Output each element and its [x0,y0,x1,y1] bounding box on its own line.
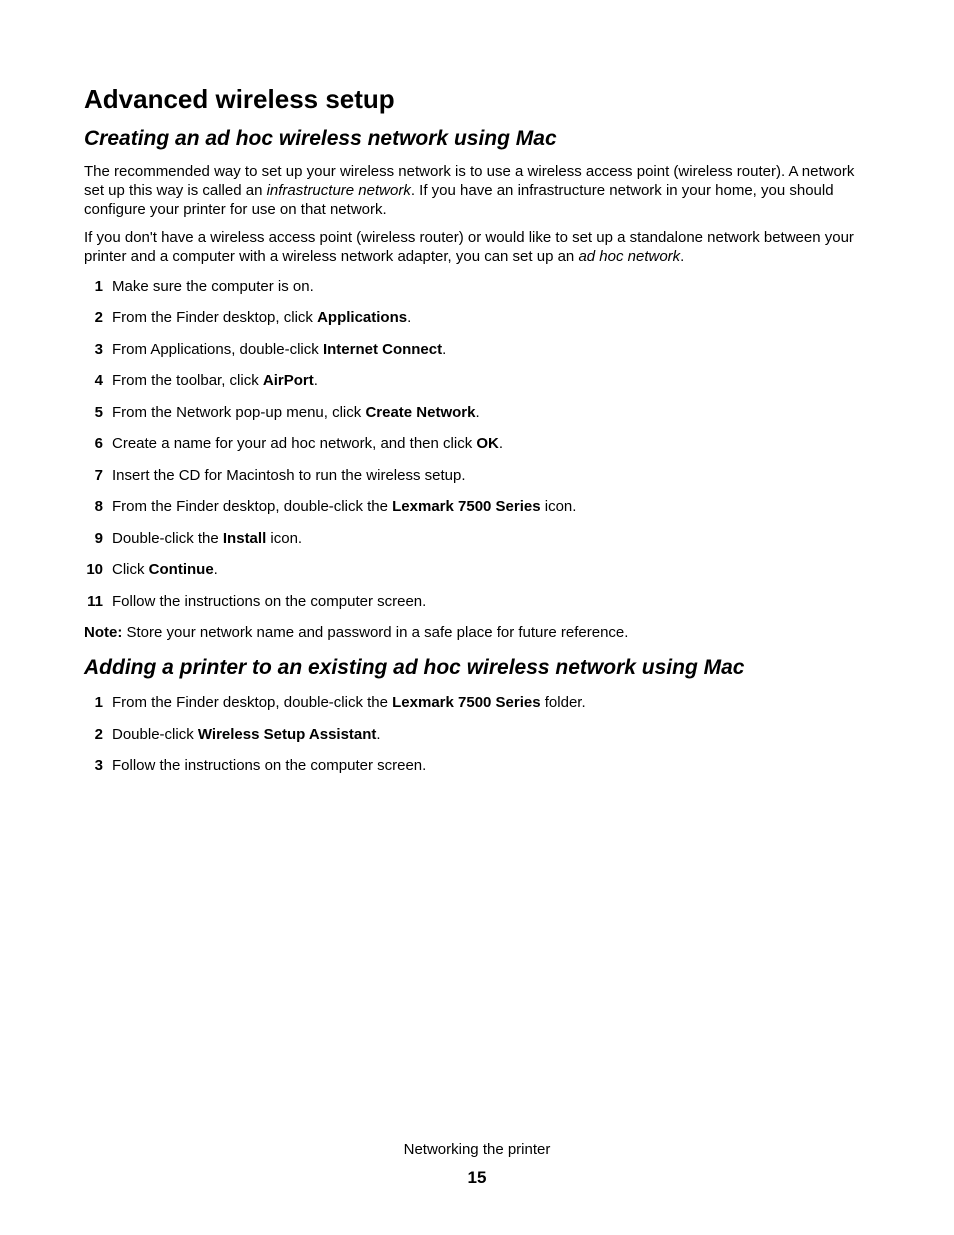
list-item: 9 Double-click the Install icon. [84,529,874,548]
list-item: 1 From the Finder desktop, double-click the Lexmark 7500 Series folder. [84,693,874,712]
page-number: 15 [467,1168,487,1187]
list-item: 7 Insert the CD for Macintosh to run the wireless setup. [84,466,874,485]
adhoc-paragraph: If you don't have a wireless access point (wireless router) or would like to set up a standalone network between your printer and a computer with a wireless network adapter, you can set up an ad hoc network. [84,229,854,265]
list-item: 11 Follow the instructions on the computer screen. [84,592,874,611]
step-number: 6 [94,435,103,452]
step-number: 10 [86,561,103,578]
step-number: 11 [87,593,103,610]
step-number: 2 [94,726,103,743]
list-item: 10 Click Continue. [84,560,874,579]
step-number: 1 [94,694,103,711]
step-number: 5 [94,404,103,421]
step-number: 2 [94,309,103,326]
list-item: 2 Double-click Wireless Setup Assistant. [84,725,874,744]
step-number: 7 [94,467,103,484]
note-label: Note: [84,624,123,641]
step-number: 3 [94,341,103,358]
step-number: 9 [94,530,103,547]
term-ad-hoc-network: ad hoc network [578,248,681,265]
intro-paragraph: The recommended way to set up your wireless network is to use a wireless access point (wireless router). A network set up this way is called an infrastructure network. If you have an infrastructure network in your home, you should configure your printer for use on that network. [84,163,855,218]
list-item: 3 From Applications, double-click Internet Connect. [84,340,874,359]
step-number: 4 [94,372,103,389]
list-item: 3 Follow the instructions on the computer screen. [84,756,874,775]
list-item: 1 Make sure the computer is on. [84,277,874,296]
list-item: 2 From the Finder desktop, click Applications. [84,308,874,327]
step-number: 3 [94,757,103,774]
step-number: 8 [94,498,103,515]
section-title-create-adhoc: Creating an ad hoc wireless network using Mac [84,127,557,150]
footer-chapter-title: Networking the printer [403,1141,551,1158]
list-item: 8 From the Finder desktop, double-click the Lexmark 7500 Series icon. [84,497,874,516]
note-paragraph: Note: Store your network name and password in a safe place for future reference. [84,624,629,641]
section-title-add-printer: Adding a printer to an existing ad hoc wireless network using Mac [84,656,745,679]
list-item: 6 Create a name for your ad hoc network, and then click OK. [84,434,874,453]
step-number: 1 [94,278,103,295]
list-item: 4 From the toolbar, click AirPort. [84,371,874,390]
list-item: 5 From the Network pop-up menu, click Create Network. [84,403,874,422]
term-infrastructure-network: infrastructure network [266,182,411,199]
page-heading: Advanced wireless setup [84,84,395,114]
